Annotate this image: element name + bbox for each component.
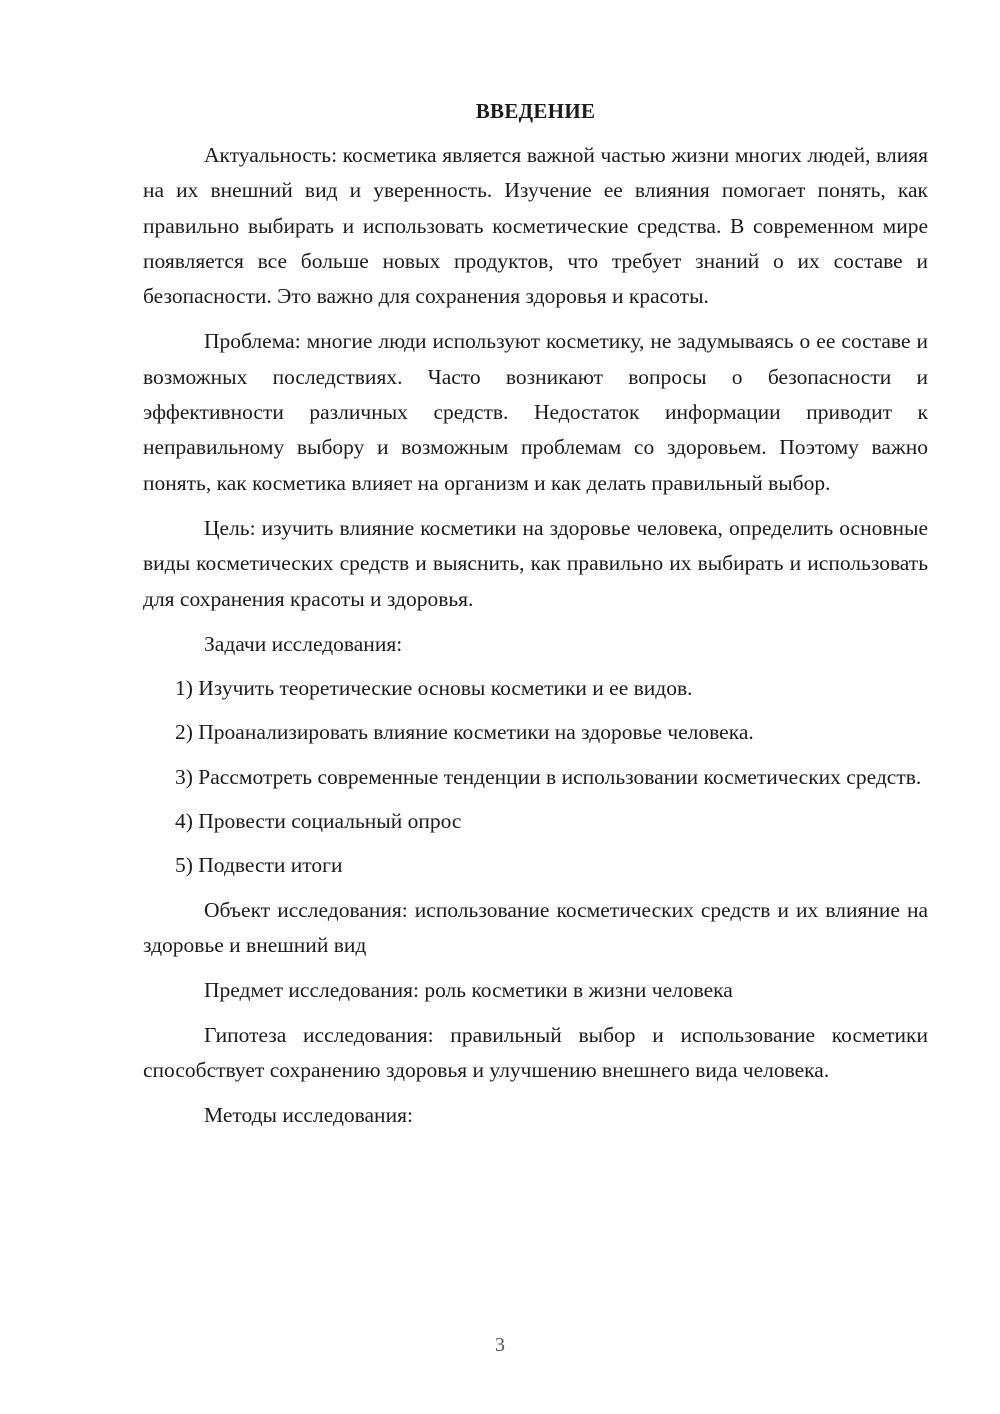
hypothesis-paragraph: Гипотеза исследования: правильный выбор и использование косметики способствует сохранению здоровья и улучшению внешнего вида человека. (143, 1022, 928, 1082)
task-item-3: 3) Рассмотреть современные тенденции в использовании косметических средств. (175, 764, 922, 789)
section-heading: ВВЕДЕНИЕ (475, 99, 596, 123)
relevance-paragraph: Актуальность: косметика является важной частью жизни многих людей, влияя на их внешний вид и уверенность. Изучение ее влияния помогает понять, как правильно выбирать и использовать косметические средства. В современном мире появляется все больше новых продуктов, что требует знаний о их составе и безопасности. Это важно для сохранения здоровья и красоты. (143, 143, 928, 309)
task-item-5: 5) Подвести итоги (175, 853, 343, 878)
page-number: 3 (495, 1334, 505, 1356)
task-item-1: 1) Изучить теоретические основы косметики и ее видов. (175, 676, 693, 701)
problem-paragraph: Проблема: многие люди используют косметику, не задумываясь о ее составе и возможных последствиях. Часто возникают вопросы о безопасности и эффективности различных средств. Недостаток информации приводит к неправильному выбору и возможным проблемам со здоровьем. Поэтому важно понять, как косметика влияет на организм и как делать правильный выбор. (143, 329, 928, 495)
goal-paragraph: Цель: изучить влияние косметики на здоровье человека, определить основные виды косметических средств и выяснить, как правильно их выбирать и использовать для сохранения красоты и здоровья. (143, 515, 928, 611)
methods-title: Методы исследования: (204, 1103, 413, 1128)
document-page (143, 96, 928, 1142)
subject-paragraph: Предмет исследования: роль косметики в жизни человека (204, 978, 733, 1003)
object-paragraph: Объект исследования: использование косметических средств и их влияние на здоровье и внешний вид (143, 897, 928, 957)
tasks-title: Задачи исследования: (204, 631, 403, 656)
task-item-4: 4) Провести социальный опрос (175, 809, 462, 834)
task-item-2: 2) Проанализировать влияние косметики на здоровье человека. (175, 720, 754, 745)
